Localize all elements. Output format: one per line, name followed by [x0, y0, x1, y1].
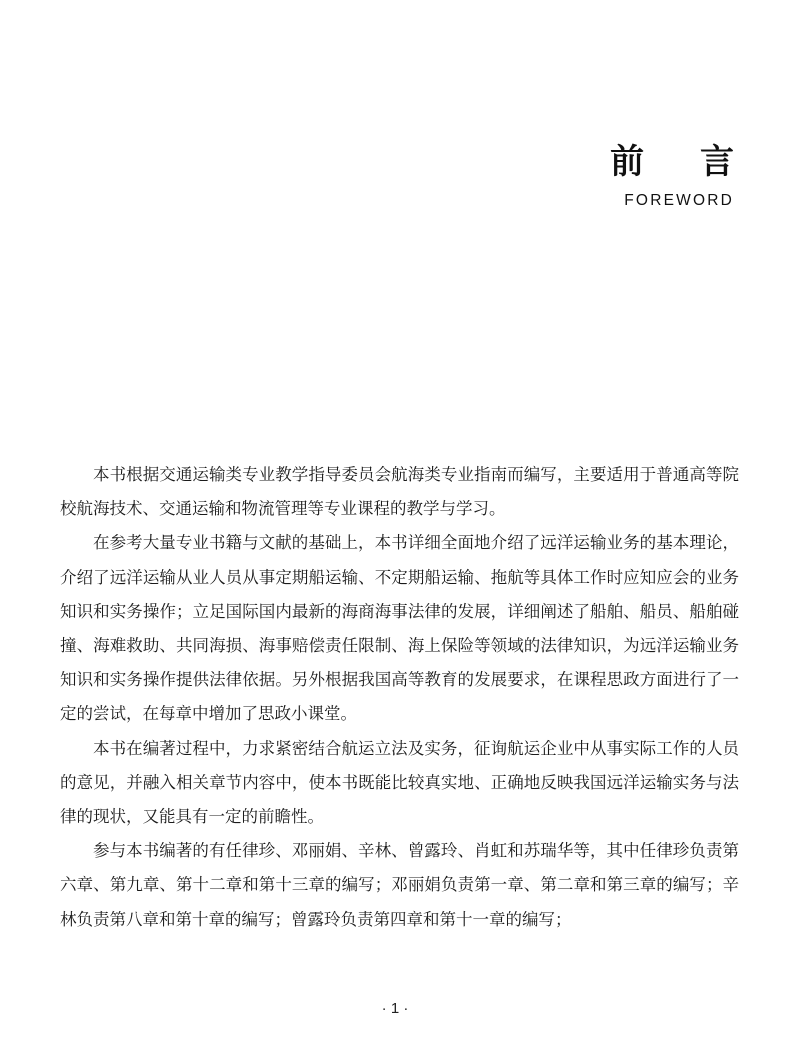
paragraph-line: 法律知识，为远洋运输业务知识和实务操作提供法律依据。另外根据我国高等教育的发	[60, 636, 739, 690]
paragraph-4	[60, 834, 739, 937]
paragraph-line: 本书在编著过程中，力求紧密结合航运立法及实务，征询航运企业中从事实际工作	[93, 738, 690, 758]
paragraph-line: 在参考大量专业书籍与文献的基础上，本书详细全面地介绍了远洋运输业务的基本	[93, 533, 690, 553]
paragraph-line: 的人员的意见，并融入相关章节内容中，使本书既能比较真实地、正确地反映我国远洋	[60, 738, 740, 792]
body-text	[60, 458, 739, 937]
paragraph-1	[60, 458, 739, 526]
paragraph-line: 高等院校航海技术、交通运输和物流管理等专业课程的教学与学习。	[60, 465, 740, 519]
paragraph-2	[60, 526, 739, 731]
paragraph-line: 参与本书编著的有任律珍、邓丽娟、辛林、曾露玲、肖虹和苏瑞华等，其中任律珍	[93, 841, 690, 861]
paragraph-line: 章的编写；辛林负责第八章和第十章的编写；曾露玲负责第四章和第十一章的编写；	[60, 875, 739, 929]
paragraph-line: 本书根据交通运输类专业教学指导委员会航海类专业指南而编写，主要适用于普通	[93, 465, 690, 484]
paragraph-line: 知应会的业务知识和实务操作；立足国际国内最新的海商海事法律的发展，详细阐述了	[60, 567, 739, 621]
paragraph-line: 运输实务与法律的现状，又能具有一定的前瞻性。	[60, 772, 739, 827]
paragraph-line: 负责第六章、第九章、第十二章和第十三章的编写；邓丽娟负责第一章、第二章和第三	[60, 841, 740, 895]
paragraph-3	[60, 732, 739, 835]
chapter-title-cn: 前 言	[610, 142, 756, 182]
chapter-title-en: FOREWORD	[624, 192, 734, 209]
paragraph-line: 船舶、船员、船舶碰撞、海难救助、共同海损、海事赔偿责任限制、海上保险等领域的	[60, 601, 739, 656]
paragraph-line: 展要求，在课程思政方面进行了一定的尝试，在每章中增加了思政小课堂。	[60, 670, 739, 724]
page-number: · 1 ·	[381, 1000, 409, 1017]
paragraph-line: 理论，介绍了远洋运输从业人员从事定期船运输、不定期船运输、拖航等具体工作时应	[60, 533, 740, 587]
chapter-heading	[610, 140, 756, 210]
